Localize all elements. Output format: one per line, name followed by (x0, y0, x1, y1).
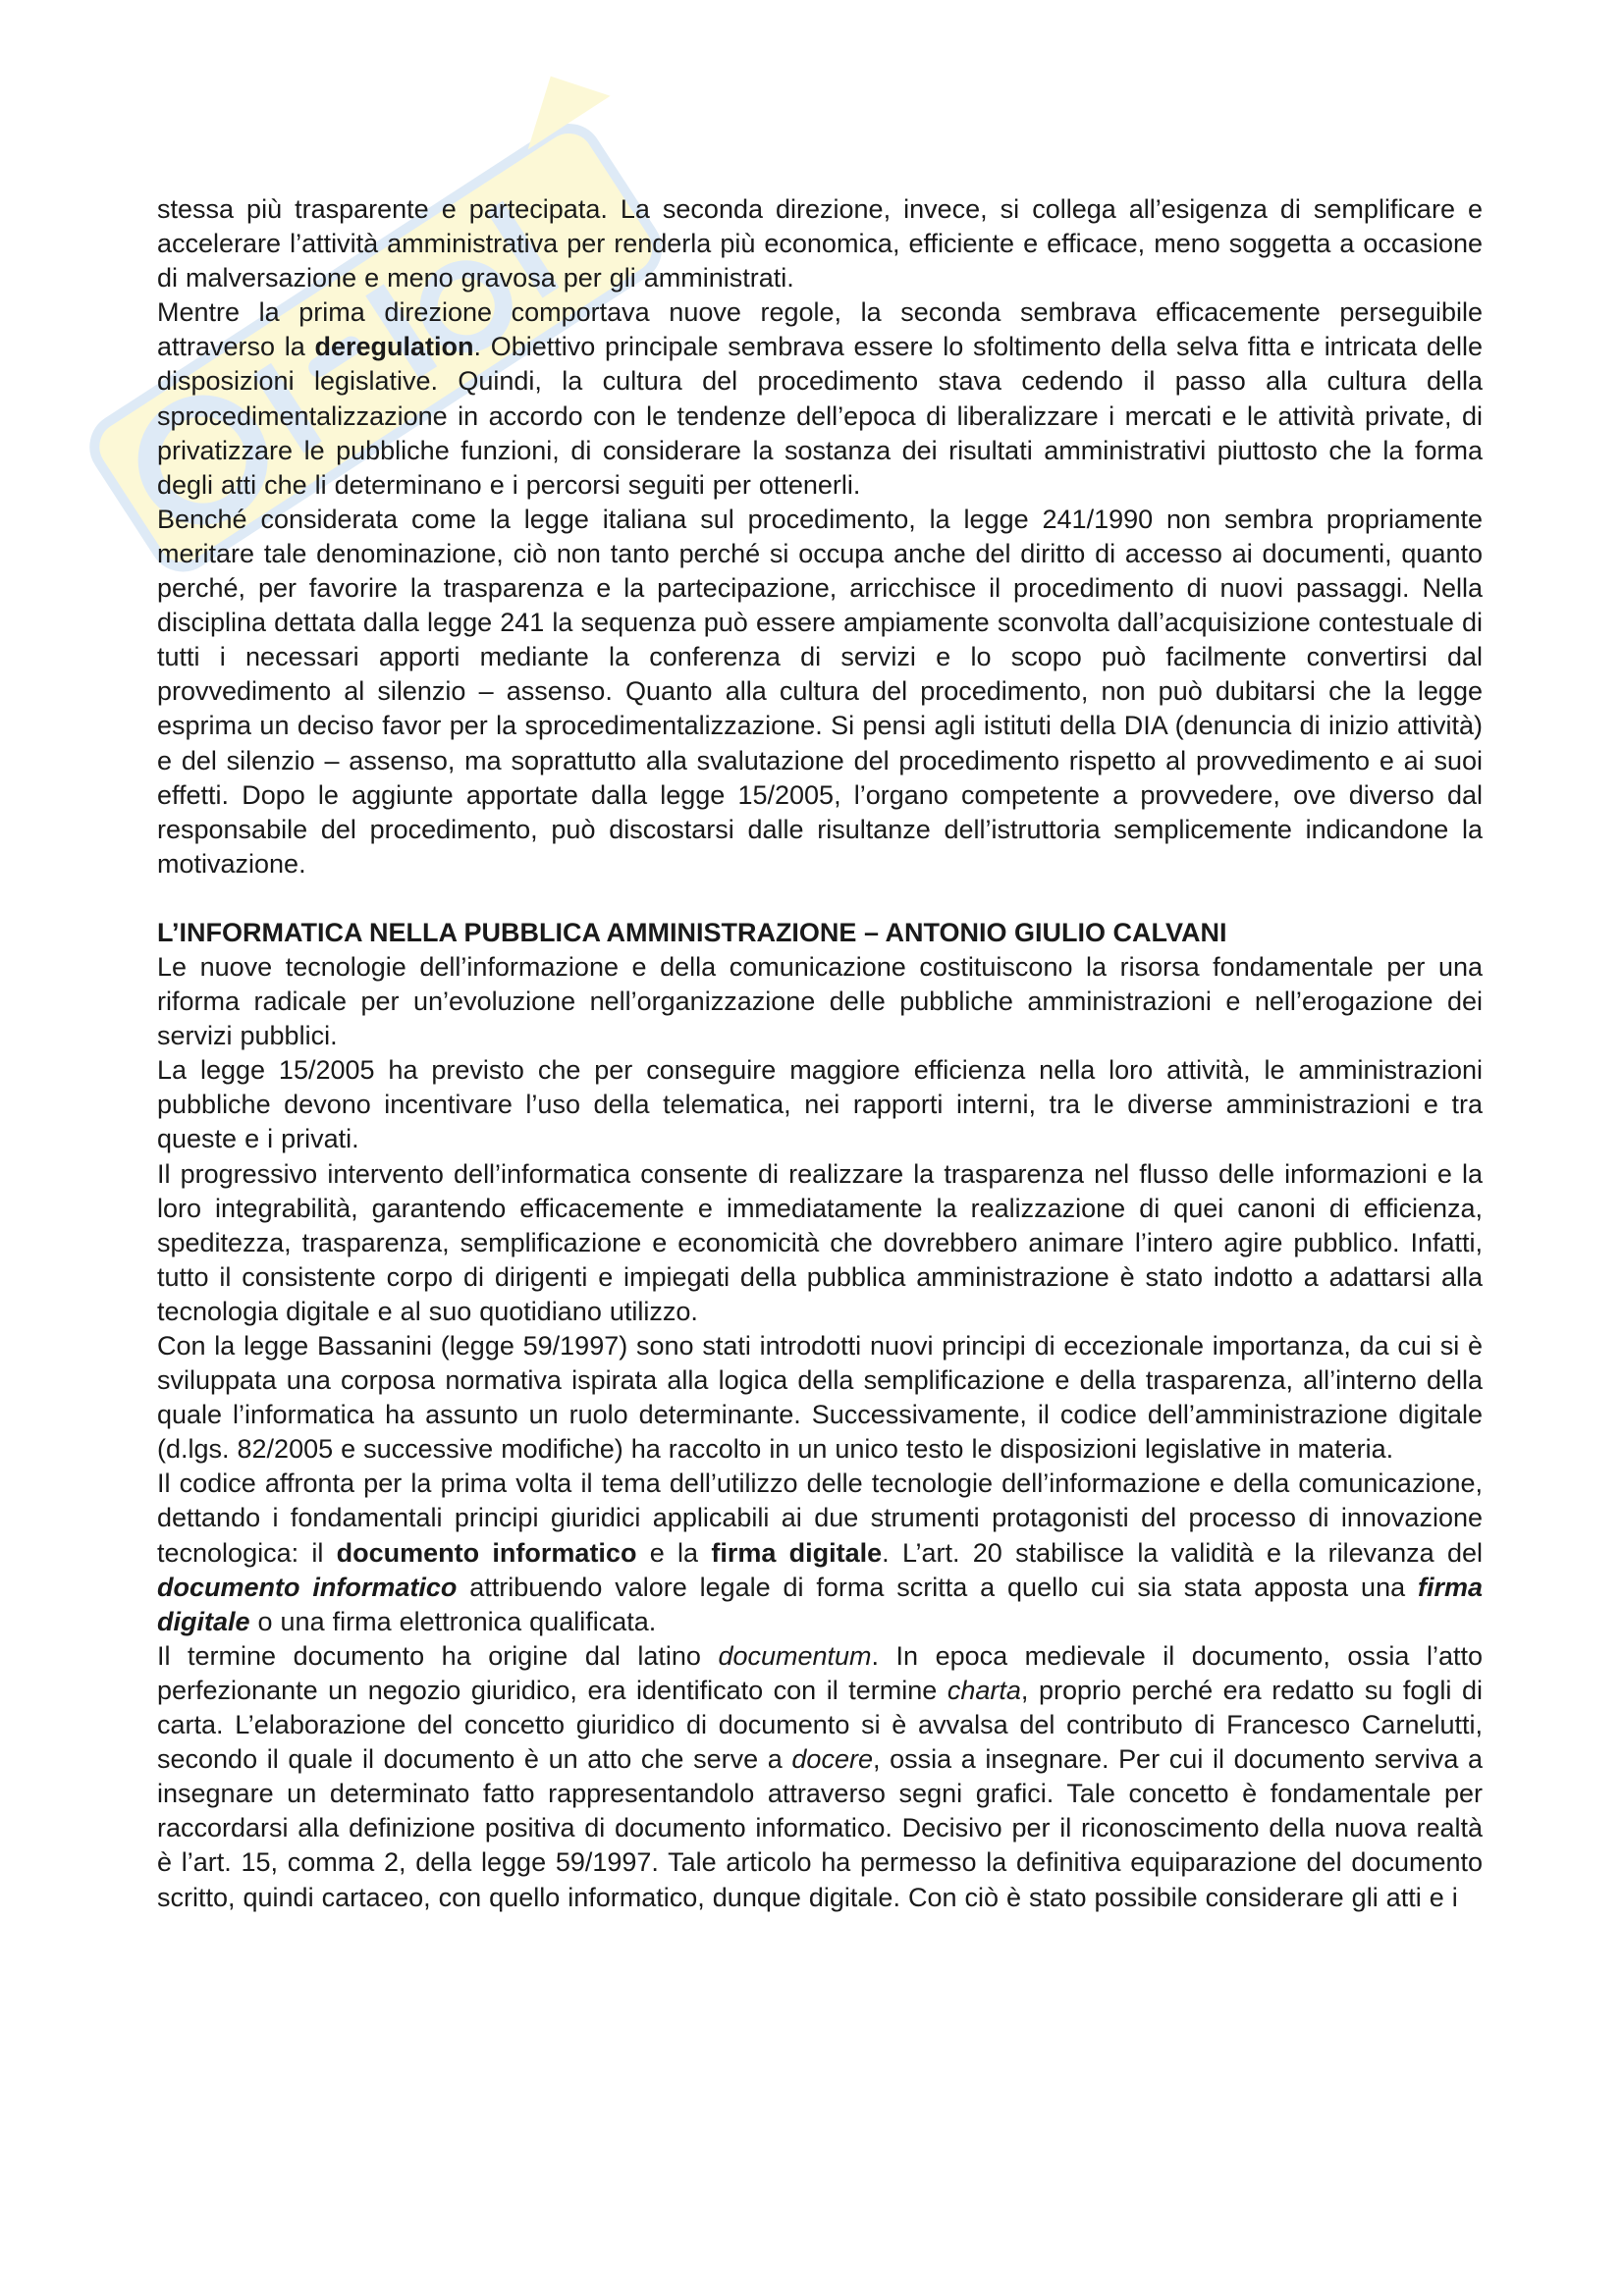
paragraph-text: Benché considerata come la legge italiana sul procedimento, la legge 241/1990 non sembra propriamente meritare tale denominazione, ciò non tanto perché si occupa anche del diritto di accesso ai documenti, quanto perché, per favorire la trasparenza e la partecipazione, arricchisce il procedimento di nuovi passaggi. Nella disciplina dettata dalla legge 241 la sequenza può essere ampiamente sconvolta dall’acquisizione contestuale di tutti i necessari apporti mediante la conferenza di servizi e lo scopo può facilmente convertirsi dal provvedimento al silenzio – assenso. Quanto alla cultura del procedimento, non può dubitarsi che la legge esprima un deciso favor per la sprocedimentalizzazione. Si pensi agli istituti della DIA (denuncia di inizio attività) e del silenzio – assenso, ma soprattutto alla svalutazione del procedimento rispetto al provvedimento e ai suoi effetti. Dopo le aggiunte apportate dalla legge 15/2005, l’organo competente a provvedere, ove diverso dal responsabile del procedimento, può discostarsi dalle risultanze dell’istruttoria semplicemente indicandone la motivazione. (157, 504, 1483, 879)
section-heading: L’INFORMATICA NELLA PUBBLICA AMMINISTRAZIONE – ANTONIO GIULIO CALVANI (157, 917, 1227, 947)
paragraph (157, 1053, 1483, 1156)
paragraph-text: Il codice affronta per la prima volta il tema dell’utilizzo delle tecnologie dell’informazione e della comunicazione, dettando i fondamentali principi giuridici applicabili ai due strumenti protagonisti del processo di innovazione tecnologica: il (157, 1468, 1483, 1568)
paragraph (157, 192, 1483, 295)
paragraph-text: Mentre la prima direzione comportava nuove regole, la seconda sembrava efficacemente perseguibile attraverso la (157, 297, 1483, 362)
paragraph-text: Il progressivo intervento dell’informatica consente di realizzare la trasparenza nel flusso delle informazioni e la loro integrabilità, garantendo efficacemente e immediatamente la realizzazione di quei canoni di efficienza, speditezza, trasparenza, semplificazione e economicità che dovrebbero animare l’intero agire pubblico. Infatti, tutto il consistente corpo di dirigenti e impiegati della pubblica amministrazione è stato indotto a adattarsi alla tecnologia digitale e al suo quotidiano utilizzo. (157, 1158, 1483, 1326)
italic-term: documentum (718, 1640, 872, 1671)
paragraph-text: La legge 15/2005 ha previsto che per conseguire maggiore efficienza nella loro attività, le amministrazioni pubbliche devono incentivare l’uso della telematica, nei rapporti interni, tra le diverse amministrazioni e tra queste e i privati. (157, 1055, 1483, 1154)
paragraph (157, 1639, 1483, 1915)
paragraph-text: stessa più trasparente e partecipata. La seconda direzione, invece, si collega all’esigenza di semplificare e accelerare l’attività amministrativa per renderla più economica, efficiente e efficace, meno soggetta a occasione di malversazione e meno gravosa per gli amministrati. (157, 194, 1483, 294)
paragraph (157, 1157, 1483, 1329)
document-page (157, 192, 1483, 1915)
italic-term: docere (791, 1744, 873, 1775)
paragraph-text: e la (636, 1537, 712, 1568)
bold-italic-term: documento informatico (157, 1572, 458, 1602)
paragraph-text: Con la legge Bassanini (legge 59/1997) sono stati introdotti nuovi principi di eccezionale importanza, da cui si è sviluppata una corposa normativa ispirata alla logica della semplificazione e della trasparenza, all’interno della quale l’informatica ha assunto un ruolo determinante. Successivamente, il codice dell’amministrazione digitale (d.lgs. 82/2005 e successive modifiche) ha raccolto in un unico testo le disposizioni legislative in materia. (157, 1331, 1483, 1465)
paragraph (157, 950, 1483, 1053)
section-procedimento (157, 192, 1483, 881)
paragraph-text: . Obiettivo principale sembrava essere lo sfoltimento della selva fitta e intricata delle disposizioni legislative. Quindi, la cultura del procedimento stava cedendo il passo alla cultura della sprocedimentalizzazione in accordo con le tendenze dell’epoca di liberalizzare i mercati e le attività private, di privatizzare le pubbliche funzioni, di considerare la sostanza dei risultati amministrativi piuttosto che la forma degli atti che li determinano e i percorsi seguiti per ottenerli. (157, 332, 1483, 500)
paragraph-text: . In epoca medievale il documento, ossia l’atto perfezionante un negozio giuridico, era identificato con il termine (157, 1640, 1483, 1705)
paragraph-text: , ossia a insegnare. Per cui il documento serviva a insegnare un determinato fatto rappresentandolo attraverso segni grafici. Tale concetto è fondamentale per raccordarsi alla definizione positiva di documento informatico. Decisivo per il riconoscimento della nuova realtà è l’art. 15, comma 2, della legge 59/1997. Tale articolo ha permesso la definitiva equiparazione del documento scritto, quindi cartaceo, con quello informatico, dunque digitale. Con ciò è stato possibile considerare gli atti e i (157, 1744, 1483, 1912)
bold-term: documento informatico (336, 1537, 637, 1568)
paragraph-text: , proprio perché era redatto su fogli di carta. L’elaborazione del concetto giuridico di documento si è avvalsa del contributo di Francesco Carnelutti, secondo il quale il documento è un atto che serve a (157, 1675, 1483, 1775)
paragraph (157, 503, 1483, 881)
paragraph-text: attribuendo valore legale di forma scritta a quello cui sia stata apposta una (457, 1572, 1418, 1602)
paragraph-text: o una firma elettronica qualificata. (249, 1606, 657, 1636)
paragraph-text: Le nuove tecnologie dell’informazione e della comunicazione costituiscono la risorsa fondamentale per una riforma radicale per un’evoluzione nell’organizzazione delle pubbliche amministrazioni e nell’erogazione dei servizi pubblici. (157, 951, 1483, 1051)
paragraph (157, 1467, 1483, 1638)
italic-term: charta (947, 1675, 1021, 1705)
paragraph-text: Il termine documento ha origine dal latino (157, 1640, 719, 1671)
bold-term: firma digitale (711, 1537, 883, 1568)
watermark-tab (501, 55, 610, 149)
bold-term: deregulation (314, 332, 474, 362)
paragraph (157, 1329, 1483, 1467)
section-informatica (157, 950, 1483, 1915)
paragraph (157, 295, 1483, 503)
paragraph-text: . L’art. 20 stabilisce la validità e la rilevanza del (882, 1537, 1483, 1568)
bold-italic-term: firma digitale (157, 1572, 1483, 1636)
